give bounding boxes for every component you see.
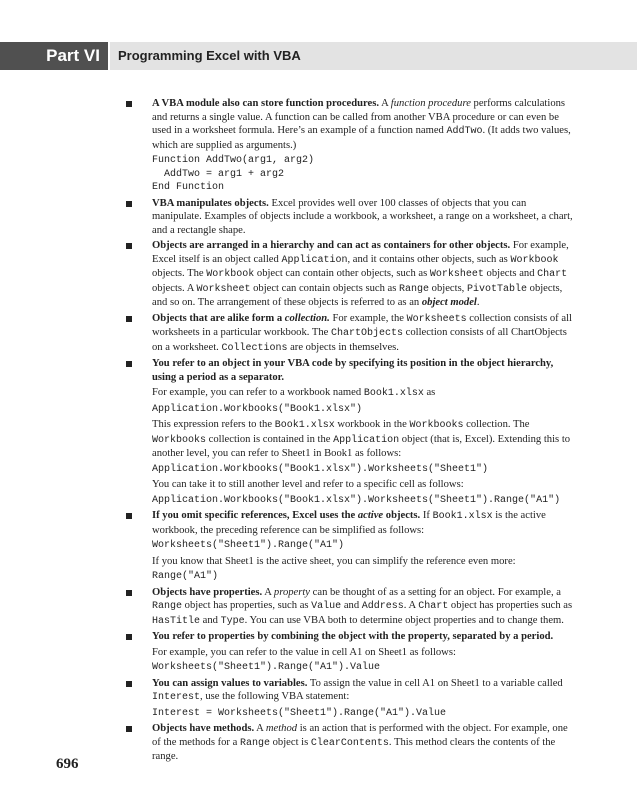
paragraph: A VBA module also can store function procedures. A function procedure performs calculations and returns a single value. A function can be called from another VBA procedure or can even be used in a worksheet formula. Here’s an example of a function named AddTwo. (It adds two values, which are supplied as arguments.) bbox=[152, 98, 571, 151]
bullet-item bbox=[122, 509, 578, 584]
part-label: Part VI bbox=[0, 42, 108, 70]
paragraph: You refer to properties by combining the object with the property, separated by a period. bbox=[152, 631, 554, 642]
bullet-item bbox=[122, 677, 578, 721]
paragraph: Objects have methods. A method is an action that is performed with the object. For example, one of the methods for a Range object is ClearContents. This method clears the contents of the range. bbox=[152, 723, 568, 762]
bullet-square-icon bbox=[126, 590, 132, 596]
code-line: Worksheets("Sheet1").Range("A1").Value bbox=[152, 662, 381, 673]
paragraph: If you know that Sheet1 is the active sheet, you can simplify the reference even more: bbox=[152, 555, 516, 567]
paragraph: VBA manipulates objects. Excel provides well over 100 classes of objects that you can manipulate. Examples of objects include a workbook, a worksheet, a range on a worksheet, a chart, and a rectangle shape. bbox=[152, 197, 573, 236]
code-line: AddTwo = arg1 + arg2 bbox=[152, 168, 285, 180]
paragraph: You can take it to still another level and refer to a specific cell as follows: bbox=[152, 479, 464, 490]
bullet-item bbox=[122, 239, 578, 310]
paragraph: If you omit specific references, Excel uses the active objects. If Book1.xlsx is the active workbook, the preceding reference can be simplified as follows: bbox=[152, 510, 546, 536]
paragraph: You refer to an object in your VBA code by specifying its position in the object hierarchy, using a period as a separator. bbox=[152, 358, 554, 383]
code-line: Application.Workbooks("Book1.xlsx") bbox=[152, 403, 363, 415]
bullet-item bbox=[122, 586, 578, 629]
main-content bbox=[122, 97, 578, 766]
bullet-square-icon bbox=[126, 681, 132, 687]
code-line: End Function bbox=[152, 182, 225, 193]
code-line: Worksheets("Sheet1").Range("A1") bbox=[152, 540, 345, 551]
bullet-square-icon bbox=[126, 101, 132, 107]
paragraph: Objects have properties. A property can be thought of as a setting for an object. For example, a Range object has properties, such as Value and Address. A Chart object has properties such as HasTitle and Type. You can use VBA both to determine object properties and to change them. bbox=[152, 586, 573, 627]
paragraph: For example, you can refer to a workbook named Book1.xlsx as bbox=[152, 387, 436, 399]
bullet-item bbox=[122, 357, 578, 507]
code-line: Interest = Worksheets("Sheet1").Range("A1").Value bbox=[152, 707, 447, 719]
code-line: Application.Workbooks("Book1.xlsx").Worksheets("Sheet1").Range("A1") bbox=[152, 494, 561, 506]
paragraph: Objects that are alike form a collection. For example, the Worksheets collection consists of all worksheets in a particular workbook. The ChartObjects collection consists of all ChartObjects on a worksheet. Collections are objects in themselves. bbox=[152, 312, 572, 354]
page-number: 696 bbox=[56, 756, 79, 772]
code-line: Function AddTwo(arg1, arg2) bbox=[152, 155, 315, 166]
bullet-square-icon bbox=[126, 726, 132, 732]
paragraph: You can assign values to variables. To assign the value in cell A1 on Sheet1 to a variable called Interest, use the following VBA statement: bbox=[152, 677, 563, 703]
bullet-square-icon bbox=[126, 201, 132, 207]
bullet-item bbox=[122, 312, 578, 356]
paragraph: This expression refers to the Book1.xlsx workbook in the Workbooks collection. The Workbooks collection is contained in the Application object (that is, Excel). Extending this to another level, you can refer to Sheet1 in Book1 as follows: bbox=[152, 419, 571, 459]
bullet-square-icon bbox=[126, 634, 132, 640]
paragraph: Objects are arranged in a hierarchy and can act as containers for other objects. For example, Excel itself is an object called Application, and it contains other objects, such as Workbook objects. The Workbook object can contain other objects, such as Worksheet objects and Chart objects. A Worksheet object can contain objects such as Range objects, PivotTable objects, and so on. The arrangement of these objects is referred to as an object model. bbox=[152, 240, 569, 308]
bullet-square-icon bbox=[126, 361, 132, 367]
bullet-item bbox=[122, 197, 578, 238]
bullet-item bbox=[122, 630, 578, 675]
code-line: Application.Workbooks("Book1.xlsx").Worksheets("Sheet1") bbox=[152, 463, 489, 475]
bullet-square-icon bbox=[126, 316, 132, 322]
bullet-square-icon bbox=[126, 243, 132, 249]
chapter-title: Programming Excel with VBA bbox=[110, 42, 637, 70]
paragraph: For example, you can refer to the value in cell A1 on Sheet1 as follows: bbox=[152, 646, 456, 658]
bullet-square-icon bbox=[126, 513, 132, 519]
page-header bbox=[0, 42, 637, 70]
bullet-item bbox=[122, 722, 578, 764]
bullet-item bbox=[122, 97, 578, 195]
code-line: Range("A1") bbox=[152, 571, 219, 582]
